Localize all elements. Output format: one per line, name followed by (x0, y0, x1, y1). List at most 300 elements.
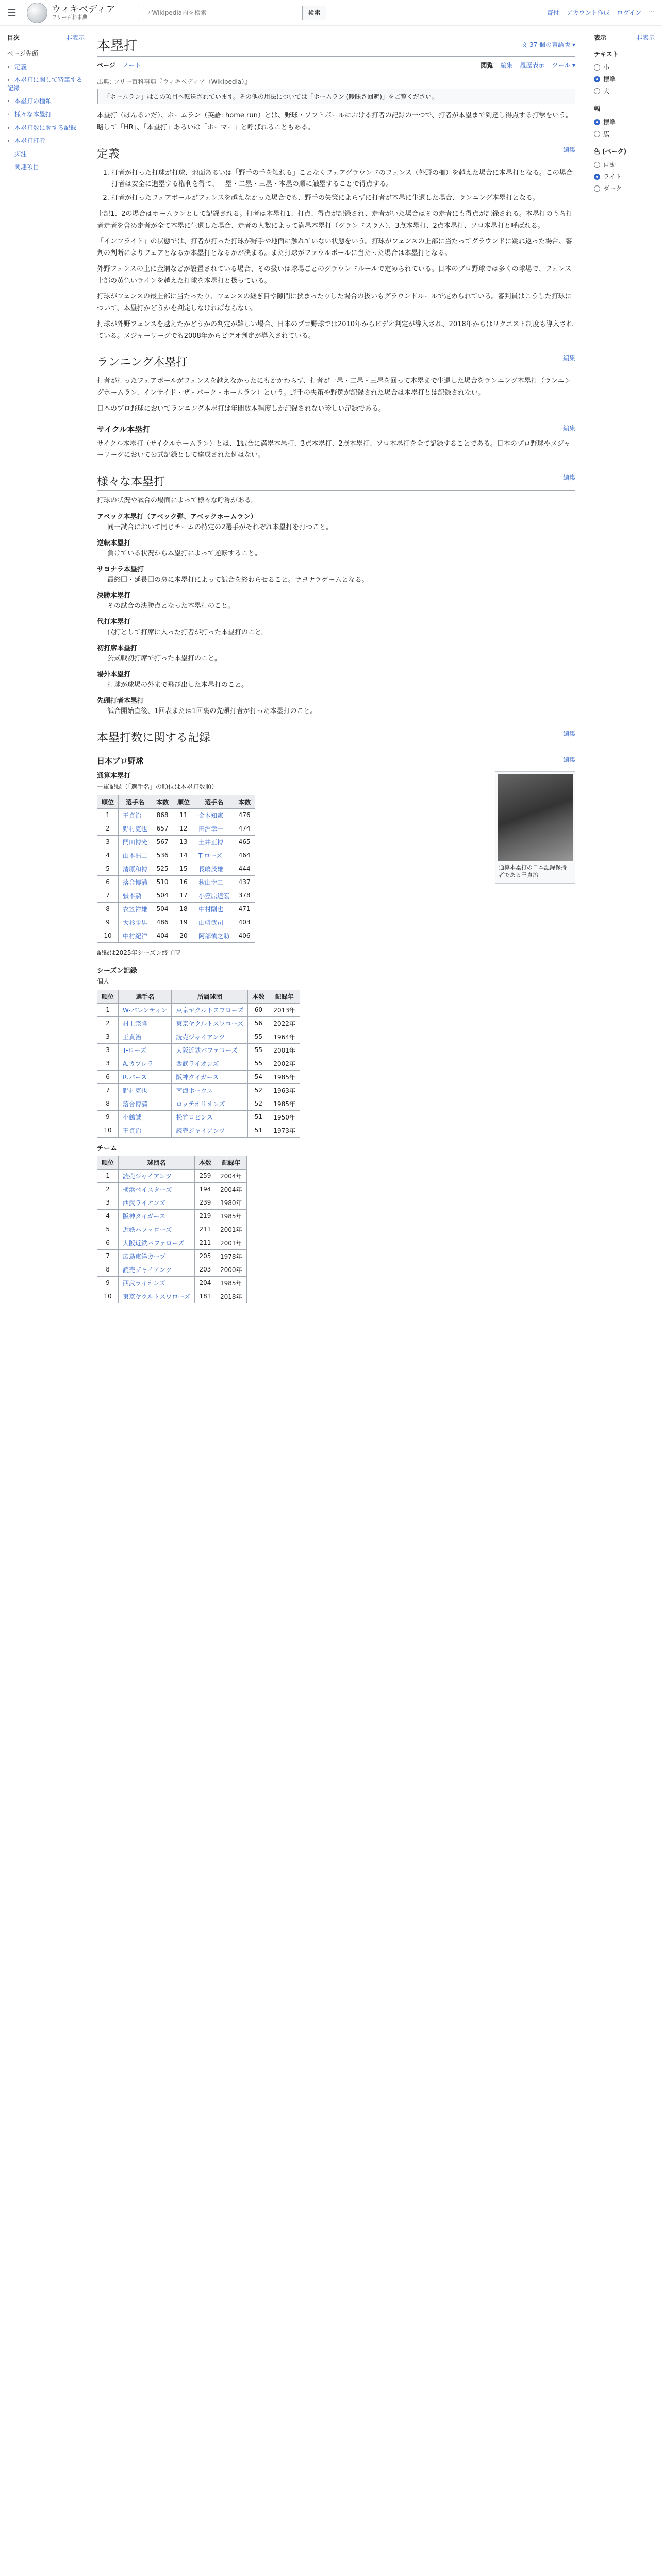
table-cell: 6 (97, 1236, 119, 1249)
table-cell: 219 (194, 1209, 216, 1223)
table-cell-link[interactable]: 小笠原道宏 (194, 889, 234, 902)
table-cell: 7 (97, 889, 119, 902)
toc-hide-button[interactable]: 非表示 (65, 34, 85, 41)
table-cell-link[interactable]: 山﨑武司 (194, 916, 234, 929)
table-row (97, 1070, 300, 1083)
toc-item-top[interactable]: ページ先頭 (7, 50, 38, 57)
width-group (594, 104, 655, 140)
create-account-link[interactable]: アカウント作成 (566, 9, 610, 16)
table-cell: 2 (97, 1016, 119, 1030)
career-title: 通算本塁打 (97, 772, 131, 780)
table-cell: 203 (194, 1263, 216, 1276)
option-standard-width[interactable]: 標準 (594, 116, 655, 128)
header (0, 0, 662, 26)
definition-term: 場外本塁打 (97, 671, 131, 679)
tab-page[interactable]: ページ (97, 62, 115, 69)
globe-icon (27, 3, 47, 23)
column-header[interactable]: 本数 (152, 795, 173, 808)
definition-description: 打球が球場の外まで飛び出した本塁打のこと。 (107, 681, 249, 689)
section-records: 本塁打数に関する記録 編集 (97, 729, 575, 747)
language-button[interactable]: 文 37 個の言語版 ▾ (521, 41, 575, 48)
table-cell: 504 (152, 902, 173, 916)
table-cell-link[interactable]: 王貞治 (119, 1124, 172, 1137)
table-cell: 10 (97, 1290, 119, 1303)
table-cell: 1950年 (269, 1110, 300, 1124)
paragraph: 外野フェンスの上に金網などが設置されている場合、その扱いは球場ごとのグラウンドルールで定められている。日本のプロ野球では多くの球場で、フェンス上部の黄色いラインを越えた打球を本塁打と扱っている。 (97, 265, 572, 285)
personal-tools (547, 8, 655, 17)
table-row (97, 1290, 247, 1303)
table-cell: 510 (152, 875, 173, 889)
table-cell-link[interactable]: 金本知憲 (194, 808, 234, 822)
table-cell-link[interactable]: 横浜ベイスターズ (119, 1182, 195, 1196)
table-cell: 8 (97, 1263, 119, 1276)
table-cell: 54 (248, 1070, 269, 1083)
table-cell-link[interactable]: 西武ライオンズ (119, 1276, 195, 1290)
table-cell: 2001年 (216, 1236, 246, 1249)
table-cell-link[interactable]: 王貞治 (119, 1030, 172, 1043)
table-cell-link[interactable]: 読売ジャイアンツ (172, 1030, 248, 1043)
article (85, 26, 588, 1309)
edit-link[interactable]: 編集 (562, 146, 575, 154)
table-cell: 205 (194, 1249, 216, 1263)
table-cell: 465 (234, 835, 255, 849)
table-cell: 1963年 (269, 1083, 300, 1097)
definition-term: アベック本塁打（アベック弾、アベックホームラン） (97, 513, 257, 521)
table-cell-link[interactable]: 読売ジャイアンツ (172, 1124, 248, 1137)
table-row (97, 808, 255, 822)
table-cell: 5 (97, 1223, 119, 1236)
table-cell: 211 (194, 1223, 216, 1236)
column-header[interactable]: 順位 (97, 1156, 119, 1169)
table-cell-link[interactable]: ロッテオリオンズ (172, 1097, 248, 1110)
table-cell-link[interactable]: 田淵幸一 (194, 822, 234, 835)
table-cell: 476 (234, 808, 255, 822)
table-cell: 51 (248, 1110, 269, 1124)
radio-icon[interactable] (594, 185, 600, 192)
table-row (97, 889, 255, 902)
table-cell: 1 (97, 808, 119, 822)
table-cell: 2002年 (269, 1057, 300, 1070)
toc-sidebar (7, 26, 85, 1309)
table-row (97, 1182, 247, 1196)
table-cell: 2013年 (269, 1003, 300, 1016)
definition-list (97, 167, 575, 205)
team-title: チーム (97, 1144, 118, 1153)
table-cell: 1964年 (269, 1030, 300, 1043)
table-cell-link[interactable]: 南海ホークス (172, 1083, 248, 1097)
table-cell-link[interactable]: 落合博満 (119, 1097, 172, 1110)
intro-paragraph: 本塁打（ほんるいだ）、ホームラン（英語: home run）とは、野球・ソフトボールにおける打者の記録の一つで、打者が本塁まで到達し得点する打撃をいう。略して「HR」、「本塁打」あるいは「ホーマー」と呼ばれることもある。 (97, 112, 573, 131)
table-cell-link[interactable]: 秋山幸二 (194, 875, 234, 889)
career-homerun-table (97, 795, 255, 943)
appearance-panel (588, 26, 655, 1309)
table-row (97, 1003, 300, 1016)
search-form (138, 6, 326, 20)
table-cell: 9 (97, 1110, 119, 1124)
table-cell: 1973年 (269, 1124, 300, 1137)
table-cell-link[interactable]: R.バース (119, 1070, 172, 1083)
table-cell: 16 (173, 875, 194, 889)
edit-link[interactable]: 編集 (562, 756, 575, 764)
table-cell: 55 (248, 1030, 269, 1043)
table-row (97, 875, 255, 889)
color-group (594, 147, 655, 194)
table-cell: 8 (97, 1097, 119, 1110)
table-cell: 1985年 (216, 1276, 246, 1290)
option-standard[interactable]: 標準 (594, 73, 655, 85)
search-input[interactable] (138, 6, 303, 20)
table-header-row (97, 795, 255, 808)
table-cell: 11 (173, 808, 194, 822)
career-footnote: 記録は2025年シーズン終了時 (97, 948, 180, 956)
table-cell-link[interactable]: 中村剛也 (194, 902, 234, 916)
table-row (97, 822, 255, 835)
table-row (97, 1030, 300, 1043)
edit-link[interactable]: 編集 (562, 424, 575, 432)
appearance-hide-button[interactable]: 非表示 (636, 34, 655, 41)
table-cell-link[interactable]: 西武ライオンズ (119, 1196, 195, 1209)
table-cell-link[interactable]: 大杉勝男 (119, 916, 152, 929)
column-header[interactable]: 選手名 (119, 795, 152, 808)
definition-description: 代打として打席に入った打者が打った本塁打のこと。 (107, 629, 269, 637)
group-title: 幅 (594, 105, 601, 112)
option-light[interactable]: ライト (594, 171, 655, 182)
donate-link[interactable]: 寄付 (547, 9, 559, 16)
thumbnail[interactable] (495, 771, 575, 884)
table-cell: 14 (173, 849, 194, 862)
table-row (97, 1209, 247, 1223)
table-cell-link[interactable]: 読売ジャイアンツ (119, 1263, 195, 1276)
table-cell-link[interactable]: W-バレンティン (119, 1003, 172, 1016)
definition-description: 負けている状況から本塁打によって逆転すること。 (107, 549, 262, 557)
option-large[interactable]: 大 (594, 85, 655, 97)
table-cell-link[interactable]: 中村紀洋 (119, 929, 152, 942)
section-cycle: サイクル本塁打 編集 (97, 424, 575, 434)
more-icon[interactable]: ⋯ (649, 8, 655, 15)
definition-term: 先頭打者本塁打 (97, 697, 144, 705)
radio-selected-icon[interactable] (594, 119, 600, 125)
group-title: 色 (ベータ) (594, 148, 627, 155)
tab-edit[interactable]: 編集 (500, 62, 513, 69)
table-cell: 9 (97, 1276, 119, 1290)
table-cell: 2004年 (216, 1182, 246, 1196)
table-cell: 567 (152, 835, 173, 849)
table-cell: 464 (234, 849, 255, 862)
table-cell: 20 (173, 929, 194, 942)
column-header[interactable]: 記録年 (216, 1156, 246, 1169)
table-cell-link[interactable]: 門田博光 (119, 835, 152, 849)
table-cell: 536 (152, 849, 173, 862)
toc-item-notes[interactable]: 脚注 (14, 150, 27, 158)
table-cell: 2004年 (216, 1169, 246, 1182)
table-cell-link[interactable]: A.カブレラ (119, 1057, 172, 1070)
table-row (97, 1223, 247, 1236)
table-cell: 7 (97, 1083, 119, 1097)
tab-talk[interactable]: ノート (122, 62, 141, 69)
table-cell: 8 (97, 902, 119, 916)
definition-term: 逆転本塁打 (97, 539, 131, 547)
table-cell: 4 (97, 849, 119, 862)
table-cell: 2 (97, 822, 119, 835)
table-cell-link[interactable]: 阿部慎之助 (194, 929, 234, 942)
table-cell: 3 (97, 1043, 119, 1057)
table-cell: 1985年 (216, 1209, 246, 1223)
section-npb: 日本プロ野球 編集 (97, 756, 575, 766)
table-cell: 403 (234, 916, 255, 929)
search-button[interactable]: 検索 (303, 6, 326, 20)
table-row (97, 1169, 247, 1182)
table-cell-link[interactable]: 山本浩二 (119, 849, 152, 862)
table-row (97, 1083, 300, 1097)
option-auto[interactable]: 自動 (594, 159, 655, 171)
radio-selected-icon[interactable] (594, 76, 600, 82)
table-row (97, 1124, 300, 1137)
table-row (97, 1196, 247, 1209)
paragraph: 「インフライト」の状態では、打者が打った打球が野手や地面に触れていない状態をいう。打球がフェンスの上部に当たってグラウンドに跳ね返った場合、審判の判断によりフェアとなるか本塁打となるかが決まる。また打球がファウルポールに当たった場合は本塁打となる。 (97, 238, 572, 257)
table-cell-link[interactable]: 野村克也 (119, 822, 152, 835)
table-cell: 13 (173, 835, 194, 849)
table-cell: 486 (152, 916, 173, 929)
option-wide[interactable]: 広 (594, 128, 655, 140)
radio-selected-icon[interactable] (594, 174, 600, 180)
column-header[interactable]: 本数 (234, 795, 255, 808)
paragraph: 日本のプロ野球においてランニング本塁打は年間数本程度しか記録されない珍しい記録である。 (97, 404, 385, 413)
table-row (97, 1097, 300, 1110)
table-row (97, 902, 255, 916)
table-row (97, 849, 255, 862)
definition-description: 同一試合において同じチームの特定の2選手がそれぞれ本塁打を打つこと。 (107, 523, 333, 531)
table-cell: 378 (234, 889, 255, 902)
table-cell-link[interactable]: 王貞治 (119, 808, 152, 822)
section-definition: 定義 編集 (97, 145, 575, 163)
table-cell-link[interactable]: 広島東洋カープ (119, 1249, 195, 1263)
table-row (97, 1016, 300, 1030)
wordmark-tagline: フリー百科事典 (52, 14, 88, 21)
table-cell: 3 (97, 1057, 119, 1070)
table-cell: 204 (194, 1276, 216, 1290)
table-cell-link[interactable]: 大阪近鉄バファローズ (119, 1236, 195, 1249)
option-small[interactable]: 小 (594, 61, 655, 73)
table-cell: 17 (173, 889, 194, 902)
paragraph: サイクル本塁打（サイクルホームラン）とは、1試合に満塁本塁打、3点本塁打、2点本塁打、ソロ本塁打を全て記録することである。日本のプロ野球やメジャーリーグにおいて公式記録として達成された例はない。 (97, 439, 571, 460)
table-row (97, 1263, 247, 1276)
table-cell: 6 (97, 1070, 119, 1083)
table-row (97, 862, 255, 875)
edit-link[interactable]: 編集 (562, 474, 575, 481)
table-cell: 4 (97, 1209, 119, 1223)
season-sub: 個人 (97, 977, 110, 985)
table-cell: 471 (234, 902, 255, 916)
table-cell: 239 (194, 1196, 216, 1209)
table-cell-link[interactable]: T-ローズ (194, 849, 234, 862)
paragraph: 打者が打ったフェアボールがフェンスを越えなかったにもかかわらず、打者が一塁・二塁・三塁を回って本塁まで生還した場合をランニング本塁打（ランニングホームラン、インサイド・ザ・パーク・ホームラン）という。野手の失策や野選が記録された場合は本塁打とは記録されない。 (97, 377, 571, 397)
table-cell: 657 (152, 822, 173, 835)
table-cell: 1980年 (216, 1196, 246, 1209)
tab-tools[interactable]: ツール ▾ (552, 62, 575, 69)
toc-item-notable[interactable]: › 本塁打に関して特筆する記録 (7, 76, 83, 92)
hatnote: 「ホームラン」はこの項目へ転送されています。その他の用法については「ホームラン (曖昧さ回避)」をご覧ください。 (97, 89, 575, 104)
chevron-icon[interactable]: › (7, 137, 10, 145)
table-cell-link[interactable]: 阪神タイガース (119, 1209, 195, 1223)
table-cell: 1 (97, 1003, 119, 1016)
career-note: 一軍記録（「選手名」の順位は本塁打数順） (97, 783, 218, 790)
table-row (97, 1110, 300, 1124)
table-cell: 194 (194, 1182, 216, 1196)
table-cell: 2022年 (269, 1016, 300, 1030)
column-header[interactable]: 順位 (97, 795, 119, 808)
column-header[interactable]: 本数 (248, 990, 269, 1003)
table-header-row (97, 1156, 247, 1169)
table-cell: 474 (234, 822, 255, 835)
option-dark[interactable]: ダーク (594, 182, 655, 194)
column-header[interactable]: 選手名 (194, 795, 234, 808)
table-cell: 406 (234, 929, 255, 942)
tab-history[interactable]: 履歴表示 (520, 62, 545, 69)
chevron-icon[interactable]: › (7, 110, 10, 118)
radio-icon[interactable] (594, 64, 600, 71)
definition-term: 代打本塁打 (97, 618, 131, 626)
table-row (97, 1057, 300, 1070)
table-cell-link[interactable]: 大阪近鉄バファローズ (172, 1043, 248, 1057)
table-cell: 51 (248, 1124, 269, 1137)
table-cell: 12 (173, 822, 194, 835)
radio-icon[interactable] (594, 162, 600, 168)
edit-link[interactable]: 編集 (562, 354, 575, 362)
table-row (97, 929, 255, 942)
table-cell-link[interactable]: 近鉄バファローズ (119, 1223, 195, 1236)
team-homerun-table (97, 1156, 247, 1303)
table-row (97, 1276, 247, 1290)
table-cell: 181 (194, 1290, 216, 1303)
text-size-group (594, 49, 655, 97)
toc-item-definition[interactable]: › 定義 (7, 63, 27, 71)
toc-item-records[interactable]: › 本塁打数に関する記録 (7, 124, 77, 131)
appearance-title: 表示 (594, 34, 607, 41)
table-cell: 444 (234, 862, 255, 875)
table-cell-link[interactable]: T-ローズ (119, 1043, 172, 1057)
page-tabs (97, 61, 575, 73)
season-homerun-table (97, 990, 300, 1138)
table-cell-link[interactable]: 長嶋茂雄 (194, 862, 234, 875)
table-cell-link[interactable]: 東京ヤクルトスワローズ (172, 1003, 248, 1016)
table-cell-link[interactable]: 落合博満 (119, 875, 152, 889)
column-header[interactable]: 所属球団 (172, 990, 248, 1003)
wikipedia-logo[interactable] (27, 3, 115, 23)
table-cell: 6 (97, 875, 119, 889)
table-cell: 2018年 (216, 1290, 246, 1303)
table-cell: 55 (248, 1043, 269, 1057)
table-cell: 504 (152, 889, 173, 902)
table-cell: 2001年 (216, 1223, 246, 1236)
player-photo[interactable] (498, 774, 573, 861)
table-cell: 52 (248, 1083, 269, 1097)
definition-description: その試合の決勝点となった本塁打のこと。 (107, 602, 235, 611)
table-cell: 10 (97, 1124, 119, 1137)
toc-item-hitters[interactable]: › 本塁打打者 (7, 137, 46, 145)
toc-title: 目次 (7, 34, 20, 41)
column-header[interactable]: 選手名 (119, 990, 172, 1003)
table-cell: 1 (97, 1169, 119, 1182)
table-row (97, 1043, 300, 1057)
table-cell: 2001年 (269, 1043, 300, 1057)
table-cell: 259 (194, 1169, 216, 1182)
chevron-icon[interactable]: › (7, 76, 10, 84)
table-row (97, 1249, 247, 1263)
table-cell-link[interactable]: 東京ヤクルトスワローズ (119, 1290, 195, 1303)
definition-term: サヨナラ本塁打 (97, 565, 144, 573)
table-cell-link[interactable]: 野村克也 (119, 1083, 172, 1097)
definition-term: 初打席本塁打 (97, 645, 138, 653)
table-cell: 56 (248, 1016, 269, 1030)
table-cell-link[interactable]: 村上宗隆 (119, 1016, 172, 1030)
wordmark (52, 5, 115, 21)
table-cell-link[interactable]: 松竹ロビンス (172, 1110, 248, 1124)
group-title: テキスト (594, 50, 619, 58)
table-cell: 18 (173, 902, 194, 916)
table-cell-link[interactable]: 小鶴誠 (119, 1110, 172, 1124)
chevron-icon[interactable]: › (7, 97, 10, 105)
table-cell-link[interactable]: 阪神タイガース (172, 1070, 248, 1083)
table-cell-link[interactable]: 東京ヤクルトスワローズ (172, 1016, 248, 1030)
column-header[interactable]: 順位 (173, 795, 194, 808)
definition-description: 最終回・延長回の裏に本塁打によって試合を終わらせること。サヨナラゲームとなる。 (107, 575, 369, 584)
radio-icon[interactable] (594, 131, 600, 137)
wordmark-title: ウィキペディア (52, 4, 115, 15)
column-header[interactable]: 球団名 (119, 1156, 195, 1169)
table-cell: 404 (152, 929, 173, 942)
table-cell: 19 (173, 916, 194, 929)
column-header[interactable]: 記録年 (269, 990, 300, 1003)
column-header[interactable]: 順位 (97, 990, 119, 1003)
toc-item-types[interactable]: › 本塁打の種類 (7, 97, 52, 105)
table-header-row (97, 990, 300, 1003)
site-sub: 出典: フリー百科事典『ウィキペディア（Wikipedia）』 (97, 78, 251, 86)
table-cell-link[interactable]: 衣笠祥雄 (119, 902, 152, 916)
login-link[interactable]: ログイン (617, 9, 641, 16)
table-cell: 2 (97, 1182, 119, 1196)
table-cell-link[interactable]: 西武ライオンズ (172, 1057, 248, 1070)
table-cell: 3 (97, 1030, 119, 1043)
table-cell: 211 (194, 1236, 216, 1249)
table-cell: 3 (97, 1196, 119, 1209)
edit-link[interactable]: 編集 (562, 730, 575, 737)
section-various: 様々な本塁打 編集 (97, 473, 575, 491)
column-header[interactable]: 本数 (194, 1156, 216, 1169)
paragraph: 打球が外野フェンスを越えたかどうかの判定が難しい場合、日本のプロ野球では2010年からビデオ判定が導入され、2018年からはリクエスト制度も導入されている。メジャーリーグでも2008年からビデオ判定が導入されている。 (97, 320, 573, 340)
tab-read[interactable]: 閲覧 (481, 62, 493, 69)
chevron-icon[interactable]: › (7, 124, 10, 131)
table-cell: 525 (152, 862, 173, 875)
toc-item-related[interactable]: 関連項目 (14, 163, 40, 171)
list-item: 2. 打者が打ったフェアボールがフェンスを越えなかった場合でも、野手の失策によらずに打者が本塁に生還した場合、ランニング本塁打となる。 (111, 193, 575, 205)
table-cell-link[interactable]: 読売ジャイアンツ (119, 1169, 195, 1182)
paragraph: 上記1、2の場合はホームランとして記録される。打者は本塁打1、打点、得点が記録され、走者がいた場合はその走者にも得点が記録される。本塁打のうち打者走者を含め走者が全て本塁に生還した場合、走者の人数によって満塁本塁打（グランドスラム）、3点本塁打、2点本塁打、ソロ本塁打と呼ばれる。 (97, 210, 573, 230)
chevron-icon[interactable]: › (7, 63, 10, 71)
table-cell: 3 (97, 835, 119, 849)
table-cell-link[interactable]: 土井正博 (194, 835, 234, 849)
table-cell: 60 (248, 1003, 269, 1016)
table-cell: 55 (248, 1057, 269, 1070)
table-cell: 10 (97, 929, 119, 942)
season-title: シーズン記録 (97, 967, 137, 975)
menu-icon[interactable]: ☰ (7, 6, 16, 19)
definition-description: 試合開始直後、1回表または1回裏の先頭打者が打った本塁打のこと。 (107, 707, 317, 716)
table-cell: 9 (97, 916, 119, 929)
toc-item-various[interactable]: › 様々な本塁打 (7, 110, 52, 118)
table-cell-link[interactable]: 清原和博 (119, 862, 152, 875)
table-cell-link[interactable]: 張本勲 (119, 889, 152, 902)
radio-icon[interactable] (594, 88, 600, 94)
